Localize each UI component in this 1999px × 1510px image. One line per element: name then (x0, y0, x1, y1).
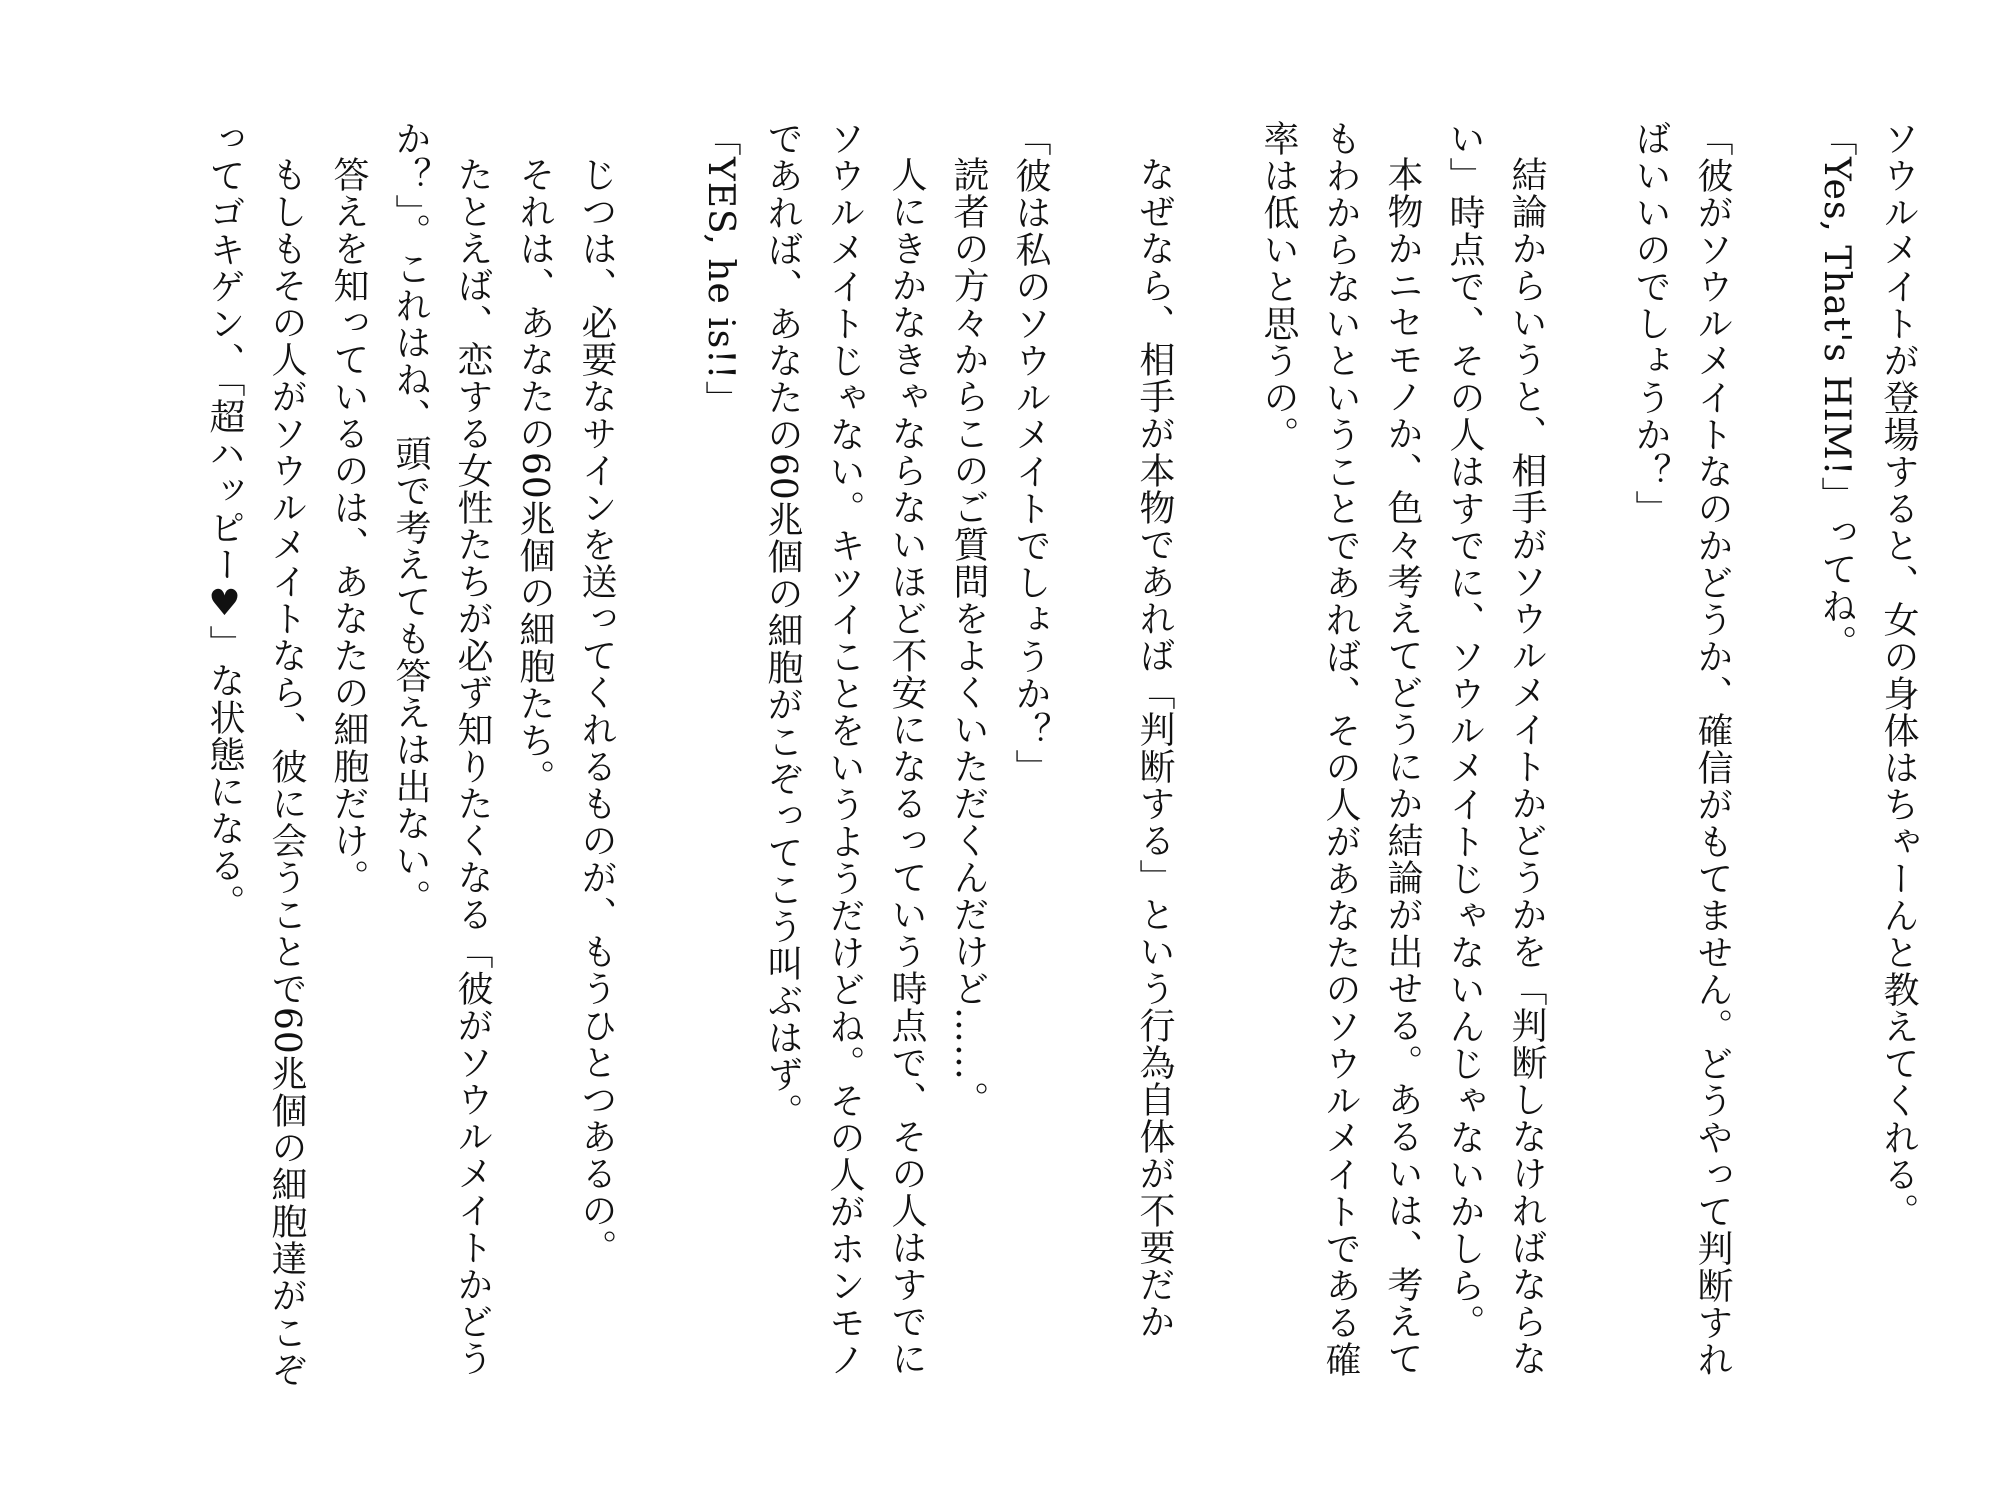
vertical-text-body (193, 120, 1929, 1388)
paragraph-2 (1619, 120, 1743, 1380)
blank-line (1185, 120, 1247, 1380)
text-line: 読者の方々からこのご質問をよくいただくんだけど……。 (948, 156, 989, 1118)
text-line: ソウルメイトが登場すると、女の身体はちゃーんと教えてくれる。 (1878, 120, 1919, 1230)
text-line: 率は低いと思うの。 (1258, 120, 1299, 453)
paragraph-1 (1805, 120, 1929, 1380)
text-line: 「YES, he is!!」 (700, 120, 741, 418)
text-line: たとえば、恋する女性たちが必ず知りたくなる「彼がソウルメイトかどう (452, 156, 493, 1377)
paragraph-3 (1247, 120, 1557, 1380)
paragraph-4 (1123, 120, 1185, 1380)
blank-line (1743, 120, 1805, 1380)
text-line: 「彼は私のソウルメイトでしょうか？」 (1010, 120, 1051, 786)
text-line: 結論からいうと、相手がソウルメイトかどうかを「判断しなければならな (1506, 156, 1547, 1377)
text-line: 本物かニセモノか、色々考えてどうにか結論が出せる。あるいは、考えて (1382, 156, 1423, 1377)
blank-line (1061, 120, 1123, 1380)
text-line: ってゴキゲン、「超ハッピー♥」な状態になる。 (204, 120, 245, 921)
text-line: 人にきかなきゃならないほど不安になるっていう時点で、その人はすでに (886, 156, 927, 1377)
paragraph-5 (689, 120, 1061, 1380)
text-line: なぜなら、相手が本物であれば「判断する」という行為自体が不要だか (1134, 156, 1175, 1340)
text-line: い」時点で、その人はすでに、ソウルメイトじゃないんじゃないかしら。 (1444, 120, 1485, 1341)
paragraph-6 (193, 120, 627, 1388)
text-line: 答えを知っているのは、あなたの細胞だけ。 (328, 156, 369, 896)
text-line: 「彼がソウルメイトなのかどうか、確信がもてません。どうやって判断すれ (1692, 120, 1733, 1378)
text-line: であれば、あなたの60兆個の細胞がこぞってこう叫ぶはず。 (762, 120, 803, 1130)
text-line: ソウルメイトじゃない。キツイことをいうようだけどね。その人がホンモノ (824, 120, 865, 1378)
text-line: ばいいのでしょうか？」 (1630, 120, 1671, 527)
text-line: もわからないということであれば、その人があなたのソウルメイトである確 (1320, 120, 1361, 1378)
blank-line (627, 120, 689, 1380)
text-line: か？」。これはね、頭で考えても答えは出ない。 (390, 120, 431, 916)
text-line: それは、あなたの60兆個の細胞たち。 (514, 156, 555, 796)
text-line: 「Yes, That's HIM!」ってね。 (1816, 120, 1857, 662)
blank-line (1557, 120, 1619, 1380)
text-line: もしもその人がソウルメイトなら、彼に会うことで60兆個の細胞達がこぞ (266, 156, 307, 1388)
text-line: じつは、必要なサインを送ってくれるものが、もうひとつあるの。 (576, 156, 617, 1266)
